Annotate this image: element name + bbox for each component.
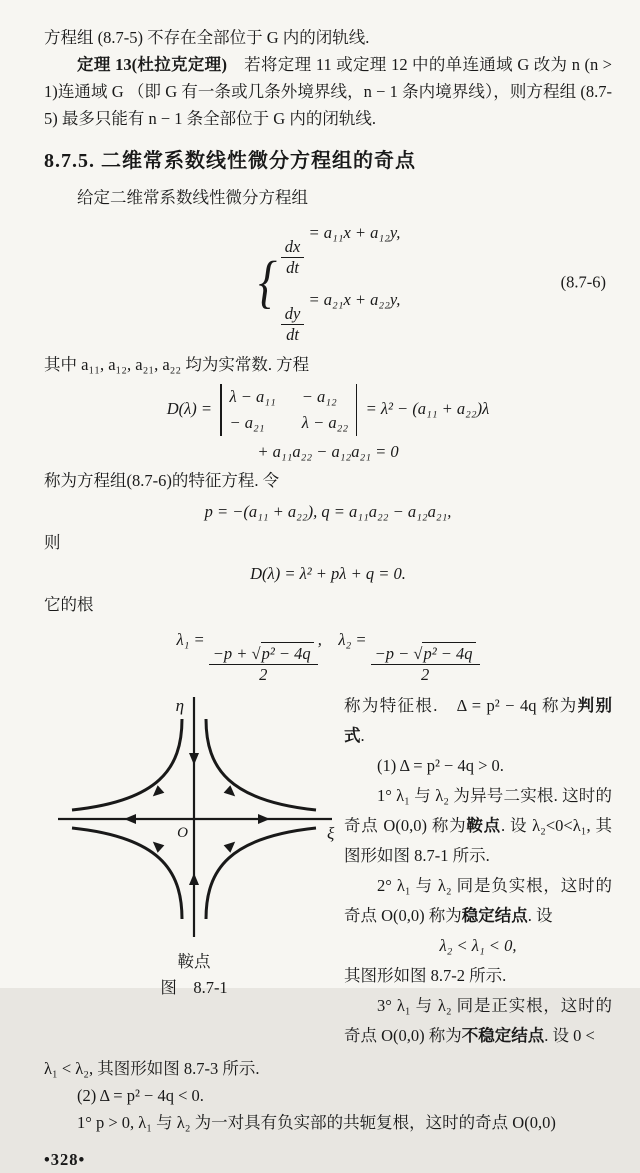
flow-arrow-xi-left [124, 814, 136, 824]
matrix-cell-12: − a₁₂ [301, 387, 337, 406]
trajectory-lower-left [72, 828, 182, 919]
paragraph-stable-node [344, 871, 612, 931]
flow-arrow-eta-top [189, 753, 199, 765]
equation-dy-rhs: = a₂₁x + a₂₂y, [308, 290, 401, 309]
lambda2-lhs: λ₂ = [338, 630, 371, 649]
page-number: •328• [44, 1150, 86, 1169]
unstable-node-term: 不稳定结点 [461, 1026, 545, 1045]
equation-dx-rhs: = a₁₁x + a₁₂y, [308, 223, 401, 242]
xi-axis-label: ξ [327, 824, 335, 843]
origin-label: O [177, 825, 188, 841]
lambda1-fraction [209, 644, 318, 685]
unstable-node-text: 3° λ₁ 与 λ₂ 同是正实根，这时的奇点 O(0,0) 称为 [344, 996, 612, 1045]
unstable-node-text-2: . 设 0 < [544, 1026, 595, 1045]
radical-sign-2: √ [413, 644, 423, 663]
equation-system-876 [44, 219, 612, 345]
trajectory-upper-right [206, 719, 316, 810]
discriminant-text: 称为特征根. Δ = p² − 4q 称为 [344, 696, 578, 715]
figure-label: 鞍点 [177, 952, 211, 971]
paragraph-case-1: (1) Δ = p² − 4q > 0. [377, 756, 504, 775]
saddle-text-2: . 设 λ₂<0<λ₁, 其图形如图 8.7-1 所示. [344, 816, 613, 865]
stable-node-text-2: . 设 [527, 906, 553, 925]
matrix-cell-22: λ − a₂₂ [301, 413, 349, 432]
lambda2-denominator: 2 [420, 665, 430, 684]
paragraph-complex-roots: 1° p > 0, λ₁ 与 λ₂ 为一对具有负实部的共轭复根，这时的奇点 O(0,0) [77, 1113, 556, 1132]
paragraph-figure-873: λ₁ < λ₂, 其图形如图 8.7-3 所示. [44, 1059, 260, 1078]
paragraph-its-roots: 它的根 [44, 595, 94, 614]
pq-definition-equation: p = −(a₁₁ + a₂₂), q = a₁₁a₂₂ − a₁₂a₂₁, [204, 502, 452, 521]
right-text-column [344, 691, 612, 1051]
equation-dy-dt [281, 286, 401, 345]
radical-sign: √ [251, 644, 261, 663]
matrix-cell-21: − a₂₁ [229, 413, 265, 432]
stable-node-term: 稳定结点 [461, 906, 528, 925]
paragraph-coefficients: 其中 a₁₁, a₁₂, a₂₁, a₂₂ 均为实常数. 方程 [44, 355, 310, 374]
system-brace: { [257, 249, 277, 314]
lambda-order-equation: λ₂ < λ₁ < 0, [439, 936, 517, 955]
lambda2-num-pre: −p − [374, 644, 414, 663]
theorem-13-body: 若将定理 11 或定理 12 中的单连通域 G 改为 n (n > 1)连通域 G （即 G 有一条或几条外境界线，n − 1 条内境界线），则方程组 (8.7-5) 最多只能有 n − 1 条全部位于 G 内的闭轨线. [44, 55, 612, 128]
trajectory-lower-right [206, 828, 316, 919]
lambda-roots-equation [44, 626, 612, 685]
paragraph-saddle [344, 781, 612, 871]
equation-number-876: (8.7-6) [560, 272, 606, 292]
determinant-matrix [220, 384, 357, 436]
lambda1-num-pre: −p + [212, 644, 252, 663]
trajectory-upper-left [72, 719, 182, 810]
paragraph-discriminant [344, 691, 612, 751]
lambda1-radicand: p² − 4q [261, 642, 314, 663]
flow-arrow-eta-bottom [189, 873, 199, 885]
paragraph-characteristic: 称为方程组(8.7-6)的特征方程. 令 [44, 471, 280, 490]
theorem-13-paragraph [44, 51, 612, 132]
paragraph-case-2: (2) Δ = p² − 4q < 0. [77, 1086, 204, 1105]
lambda2-fraction [371, 644, 480, 685]
determinant-equation [44, 384, 612, 465]
theorem-13-label: 定理 13(杜拉克定理) [77, 55, 227, 74]
stable-node-text: 2° λ₁ 与 λ₂ 同是负实根，这时的奇点 O(0,0) 称为 [344, 876, 612, 925]
saddle-text: 1° λ₁ 与 λ₂ 为异号二实根. 这时的奇点 O(0,0) 称为 [344, 786, 612, 835]
section-heading: 8.7.5. 二维常系数线性微分方程组的奇点 [44, 150, 416, 172]
discriminant-period: . [360, 726, 365, 745]
lambda1-lhs: λ₁ = [176, 630, 209, 649]
lambda2-radicand: p² − 4q [422, 642, 475, 663]
determinant-rhs-line2: + a₁₁a₂₂ − a₁₂a₂₁ = 0 [257, 442, 399, 461]
figure-column [44, 691, 344, 1051]
fraction-dx-dt: $\frac{dx}{dt}$ [281, 237, 305, 278]
section-intro: 给定二维常系数线性微分方程组 [77, 188, 308, 207]
paragraph-figure-872: 其图形如图 8.7-2 所示. [344, 966, 507, 985]
flow-arrow-xi-right [258, 814, 270, 824]
saddle-term: 鞍点 [466, 816, 501, 835]
eta-axis-label: η [175, 696, 184, 715]
two-column-region [44, 691, 612, 1051]
equation-system-body [256, 219, 401, 345]
determinant-rhs-line1: = λ² − (a₁₁ + a₂₂)λ [365, 398, 490, 418]
equation-dx-dt [281, 219, 401, 278]
lambda1-denominator: 2 [259, 665, 268, 684]
saddle-phase-portrait [44, 691, 340, 941]
paragraph-then: 则 [44, 533, 61, 552]
lambda-separator: , [317, 630, 339, 649]
characteristic-polynomial-equation: D(λ) = λ² + pλ + q = 0. [250, 564, 406, 583]
paragraph-unstable-node [344, 991, 612, 1051]
determinant-lhs: D(λ) = [166, 398, 213, 418]
determinant-right-bar [356, 384, 357, 436]
discriminant-term: 判别式 [344, 696, 613, 745]
matrix-cell-11: λ − a₁₁ [229, 387, 276, 406]
figure-caption: 图 8.7-1 [160, 978, 228, 997]
paragraph-closed-orbit: 方程组 (8.7-5) 不存在全部位于 G 内的闭轨线. [44, 28, 370, 47]
fraction-dy-dt: $\frac{dy}{dt}$ [281, 304, 305, 345]
